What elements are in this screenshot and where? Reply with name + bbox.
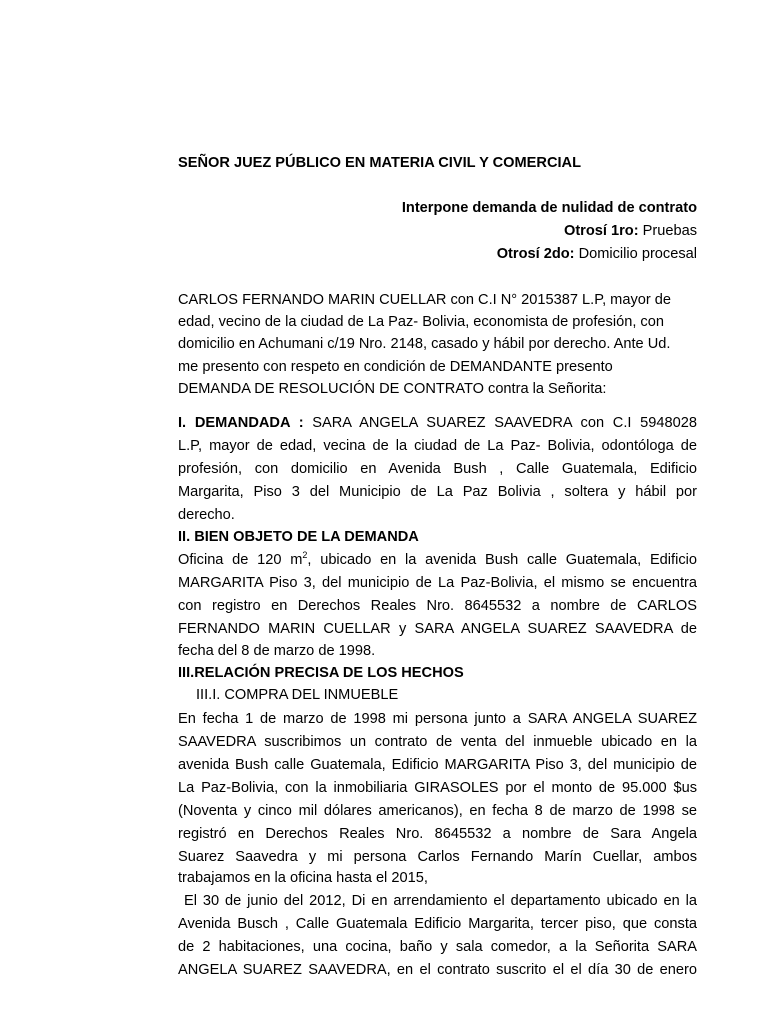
summary-otrosi-1: Otrosí 1ro: Pruebas [563, 223, 697, 239]
section1-line: derecho. [178, 507, 235, 523]
intro-line: domicilio en Achumani c/19 Nro. 2148, casado y hábil por derecho. Ante Ud. [178, 336, 671, 352]
section3-heading: III.RELACIÓN PRECISA DE LOS HECHOS [178, 665, 464, 681]
intro-line: DEMANDA DE RESOLUCIÓN DE CONTRATO contra la Señorita: [178, 381, 607, 397]
section2-first-line: Oficina de 120 $m^2$, ubicado en la avenida Bush calle Guatemala, Edificio [178, 550, 697, 568]
document-heading: SEÑOR JUEZ PÚBLICO EN MATERIA CIVIL Y COMERCIAL [178, 155, 581, 171]
section3-para2-line: El 30 de junio del 2012, Di en arrendamiento el departamento ubicado en la [184, 893, 697, 909]
section3-para1-line: En fecha 1 de marzo de 1998 mi persona junto a SARA ANGELA SUAREZ [178, 711, 697, 727]
section3-para1-line: registró en Derechos Reales Nro. 8645532 a nombre de Sara Angela [178, 826, 697, 842]
intro-line: edad, vecino de la ciudad de La Paz- Bolivia, economista de profesión, con [178, 314, 664, 330]
section1-line: Margarita, Piso 3 del Municipio de La Paz Bolivia , soltera y hábil por [178, 484, 697, 500]
section2-line: fecha del 8 de marzo de 1998. [178, 643, 376, 659]
section1-line: L.P, mayor de edad, vecina de la ciudad de La Paz- Bolivia, odontóloga de [178, 438, 697, 454]
section2-line: con registro en Derechos Reales Nro. 8645532 a nombre de CARLOS [178, 598, 697, 614]
section3-para2-line: Avenida Busch , Calle Guatemala Edificio Margarita, tercer piso, que consta [178, 916, 697, 932]
section2-line: MARGARITA Piso 3, del municipio de La Paz-Bolivia, el mismo se encuentra [178, 575, 697, 591]
section3-para2-line: ANGELA SUAREZ SAAVEDRA, en el contrato suscrito el el día 30 de enero [178, 962, 697, 978]
summary-line-1: Interpone demanda de nulidad de contrato [401, 200, 697, 216]
section3-para1-line: SAAVEDRA suscribimos un contrato de venta del inmueble ubicado en la [178, 734, 697, 750]
section3-para1-line: La Paz-Bolivia, con la inmobiliaria GIRASOLES por el monto de 95.000 $us [178, 780, 697, 796]
section2-line: FERNANDO MARIN CUELLAR y SARA ANGELA SUAREZ SAAVEDRA de [178, 621, 697, 637]
section3-para1-line: avenida Bush calle Guatemala, Edificio MARGARITA Piso 3, del municipio de [178, 757, 697, 773]
section1-first-line: I. DEMANDADA : SARA ANGELA SUAREZ SAAVEDRA con C.I 5948028 [178, 415, 697, 431]
section3-para2-line: de 2 habitaciones, una cocina, baño y sala comedor, a la Señorita SARA [178, 939, 697, 955]
section3-subheading: III.I. COMPRA DEL INMUEBLE [196, 687, 399, 703]
section3-para1-line: Suarez Saavedra y mi persona Carlos Fernando Marín Cuellar, ambos [178, 849, 697, 865]
summary-otrosi-2: Otrosí 2do: Domicilio procesal [496, 246, 697, 262]
section3-para1-line: (Noventa y cinco mil dólares americanos), en fecha 8 de marzo de 1998 se [178, 803, 697, 819]
section3-para1-line: trabajamos en la oficina hasta el 2015, [178, 870, 428, 886]
intro-line: CARLOS FERNANDO MARIN CUELLAR con C.I N° 2015387 L.P, mayor de [178, 292, 672, 308]
section1-line: profesión, con domicilio en Avenida Bush , Calle Guatemala, Edificio [178, 461, 697, 477]
section2-heading: II. BIEN OBJETO DE LA DEMANDA [178, 529, 419, 545]
intro-line: me presento con respeto en condición de DEMANDANTE presento [178, 359, 613, 375]
